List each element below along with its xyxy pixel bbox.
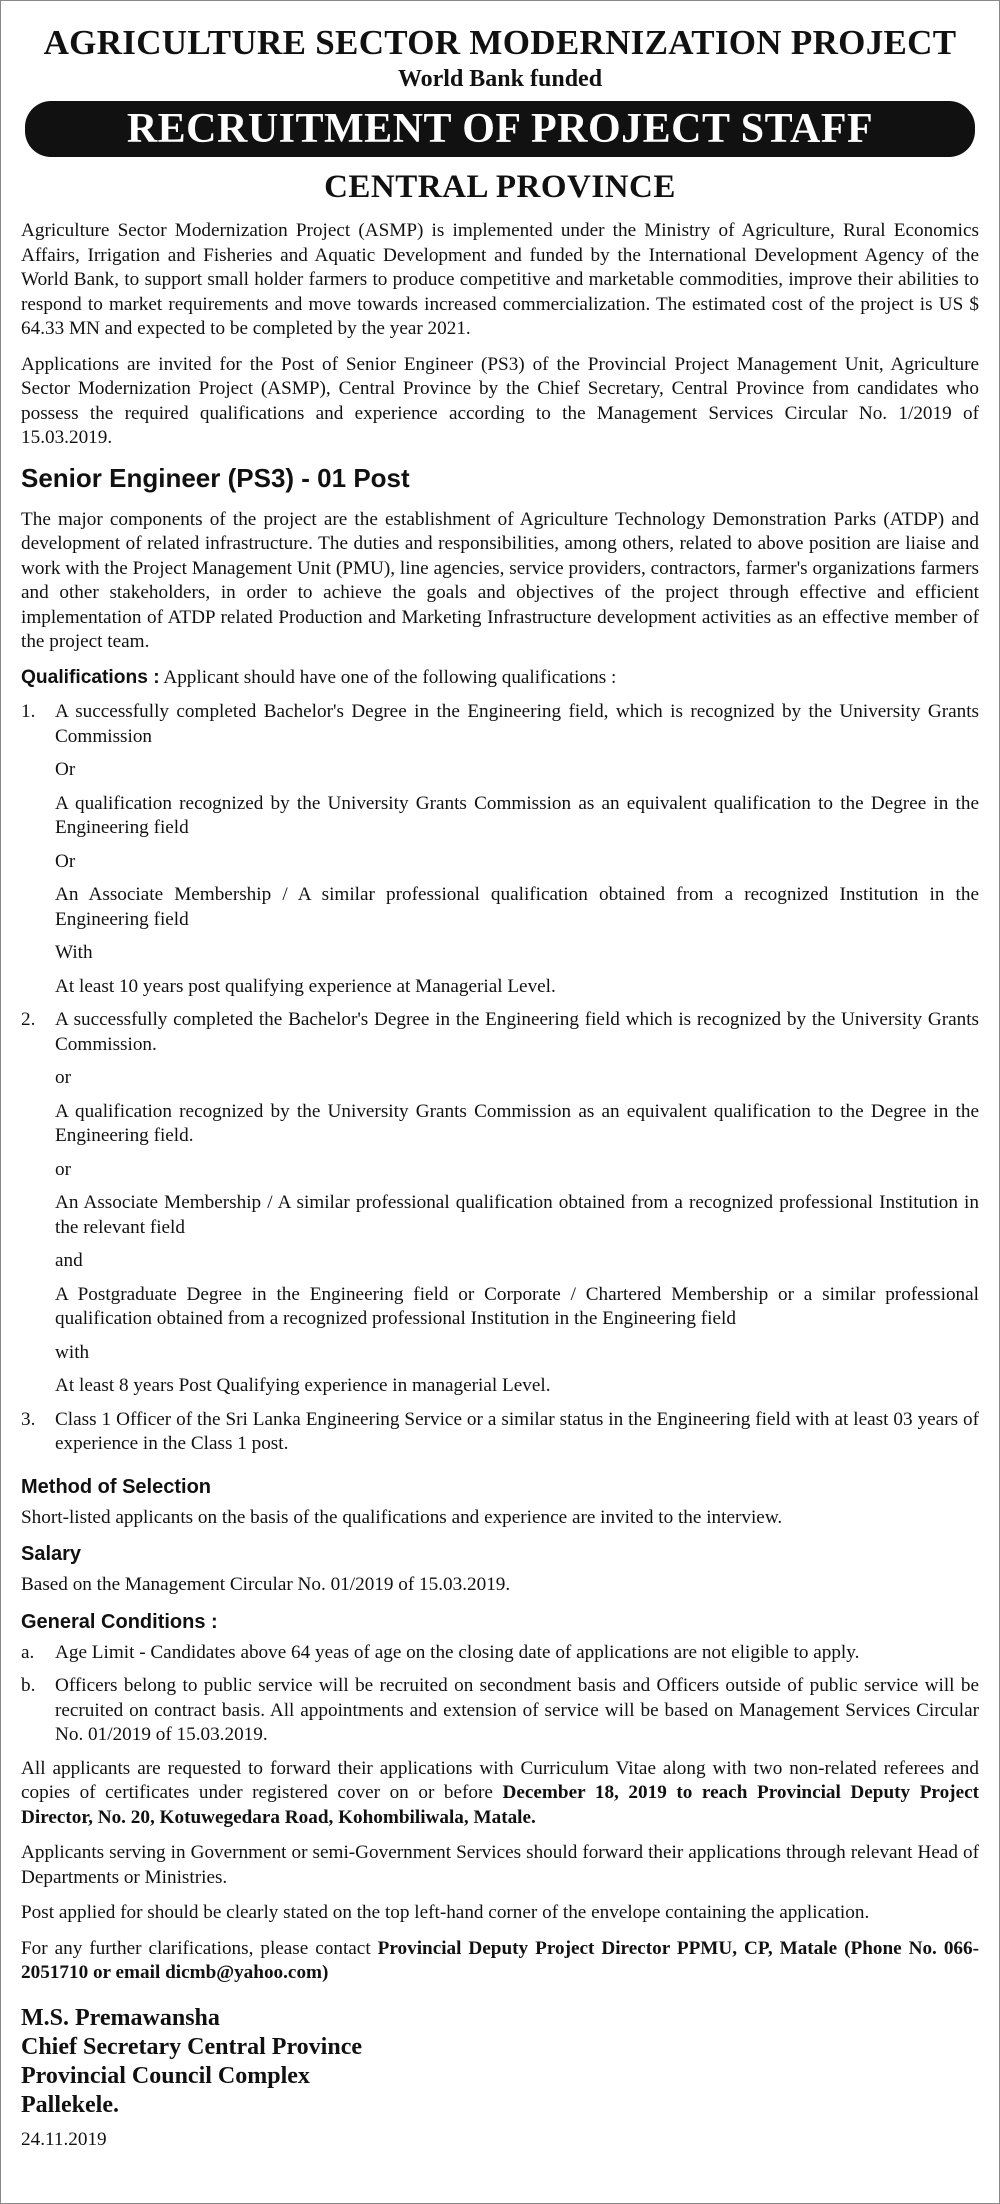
recruitment-banner: RECRUITMENT OF PROJECT STAFF [25, 101, 975, 157]
qualification-number: 2. [21, 1009, 36, 1030]
qualification-text: A successfully completed Bachelor's Degree in the Engineering field, which is recognized by the University Grants Commission [55, 701, 979, 747]
condition-item-b [21, 1674, 979, 1748]
province-heading: CENTRAL PROVINCE [324, 169, 676, 205]
selection-text: Short-listed applicants on the basis of the qualifications and experience are invited to the interview. [21, 1506, 783, 1528]
qualification-conjunction: or [55, 1067, 71, 1088]
qualification-conjunction: Or [55, 850, 76, 872]
qualification-text: At least 8 years Post Qualifying experience in managerial Level. [55, 1375, 551, 1396]
qualification-item-3 [21, 1408, 979, 1466]
advert-date: 24.11.2019 [21, 2128, 107, 2150]
qualification-conjunction: or [55, 1158, 71, 1180]
condition-letter: a. [21, 1641, 35, 1663]
contact-details: Provincial Deputy Project Director PPMU, CP, Matale (Phone No. 066-2051710 or email dicmb@yahoo.com) [21, 1937, 979, 1983]
qualification-number: 1. [21, 701, 36, 722]
qualification-number: 3. [21, 1408, 36, 1430]
qualifications-lead [21, 666, 979, 691]
qualification-item-1 [21, 700, 979, 1008]
post-title: Senior Engineer (PS3) - 01 Post [21, 462, 410, 493]
qualifications-label: Qualifications : [21, 666, 160, 688]
submission-paragraph [21, 1757, 979, 1831]
qualification-text: Class 1 Officer of the Sri Lanka Engineering Service or a similar status in the Engineering field with at least 03 years of experience in the Class 1 post. [55, 1408, 979, 1454]
salary-heading: Salary [21, 1543, 82, 1565]
intro-paragraph-applications: Applications are invited for the Post of Senior Engineer (PS3) of the Provincial Project Management Unit, Agriculture Sector Modernization Project (ASMP), Central Province by the Chief Secretary, Central Province from candidates who possess the required qualifications and experience according to the Management Services Circular No. 1/2019 of 15.03.2019. [21, 353, 979, 448]
government-applicants-paragraph: Applicants serving in Government or semi-Government Services should forward their applications through relevant Head of Departments or Ministries. [21, 1842, 979, 1888]
qualification-item-2 [21, 1008, 979, 1408]
salary-text: Based on the Management Circular No. 01/2019 of 15.03.2019. [21, 1574, 511, 1595]
selection-heading: Method of Selection [21, 1475, 211, 1498]
qualification-conjunction: with [55, 1341, 90, 1363]
qualifications-lead-text: Applicant should have one of the following qualifications : [159, 666, 617, 688]
qualification-text: At least 10 years post qualifying experience at Managerial Level. [55, 975, 556, 997]
signatory-title: Chief Secretary Central Province [21, 2033, 363, 2060]
qualification-text: An Associate Membership / A similar professional qualification obtained from a recognized Institution in the Engineering field [55, 884, 979, 930]
qualification-text: An Associate Membership / A similar professional qualification obtained from a recognized professional Institution in the relevant field [55, 1192, 979, 1238]
envelope-instruction: Post applied for should be clearly stated on the top left-hand corner of the envelope containing the application. [21, 1902, 870, 1923]
contact-text: For any further clarifications, please contact [21, 1937, 378, 1959]
project-title: AGRICULTURE SECTOR MODERNIZATION PROJECT [43, 23, 957, 62]
qualification-text: A qualification recognized by the University Grants Commission as an equivalent qualification to the Degree in the Engineering field. [55, 1100, 979, 1146]
signatory-name: M.S. Premawansha [21, 2004, 220, 2031]
signatory-office: Provincial Council Complex [21, 2062, 310, 2089]
qualification-text: A qualification recognized by the University Grants Commission as an equivalent qualification to the Degree in the Engineering field [55, 792, 979, 838]
condition-text: Officers belong to public service will be recruited on secondment basis and Officers outside of public service will be recruited on contract basis. All appointments and extension of service will be based on Management Services Circular No. 01/2019 of 15.03.2019. [55, 1675, 979, 1745]
intro-paragraph-project: Agriculture Sector Modernization Project (ASMP) is implemented under the Ministry of Agriculture, Rural Economics Affairs, Irrigation and Fisheries and Aquatic Development and funded by the International Development Agency of the World Bank, to support small holder farmers to produce competitive and marketable commodities, improve their abilities to respond to market requirements and move towards increased commercialization. The estimated cost of the project is US $ 64.33 MN and expected to be completed by the year 2021. [21, 220, 979, 339]
contact-paragraph [21, 1937, 979, 1986]
signature-block [21, 2004, 979, 2120]
qualification-text: A Postgraduate Degree in the Engineering field or Corporate / Chartered Membership or a similar professional qualification obtained from a recognized professional Institution in the Engineering field [55, 1283, 979, 1329]
condition-item-a [21, 1641, 979, 1666]
submission-deadline: December 18, 2019 to reach Provincial Deputy Project Director, No. 20, Kotuwegedara Road, Kohombiliwala, Matale. [21, 1782, 979, 1828]
post-description: The major components of the project are the establishment of Agriculture Technology Demonstration Parks (ATDP) and development of related infrastructure. The duties and responsibilities, among others, related to above position are liaise and work with the Project Management Unit (PMU), line agencies, service providers, contractors, farmer's organizations farmers and other stakeholders, in order to achieve the goals and objectives of the project through effective and efficient implementation of ATDP related Production and Marketing Infrastructure development activities as an effective member of the project team. [21, 508, 979, 652]
condition-text: Age Limit - Candidates above 64 yeas of age on the closing date of applications are not eligible to apply. [55, 1641, 860, 1663]
conditions-heading: General Conditions : [21, 1610, 218, 1633]
qualification-conjunction: Or [55, 759, 76, 780]
signatory-place: Pallekele. [21, 2091, 119, 2118]
submission-text: All applicants are requested to forward their applications with Curriculum Vitae along with two non-related referees and copies of certificates under registered cover on or before [21, 1757, 979, 1803]
qualification-text: A successfully completed the Bachelor's Degree in the Engineering field which is recognized by the University Grants Commission. [55, 1009, 979, 1055]
qualification-conjunction: With [55, 942, 93, 963]
qualification-conjunction: and [55, 1250, 83, 1271]
funding-subtitle: World Bank funded [397, 66, 603, 92]
condition-letter: b. [21, 1675, 36, 1696]
